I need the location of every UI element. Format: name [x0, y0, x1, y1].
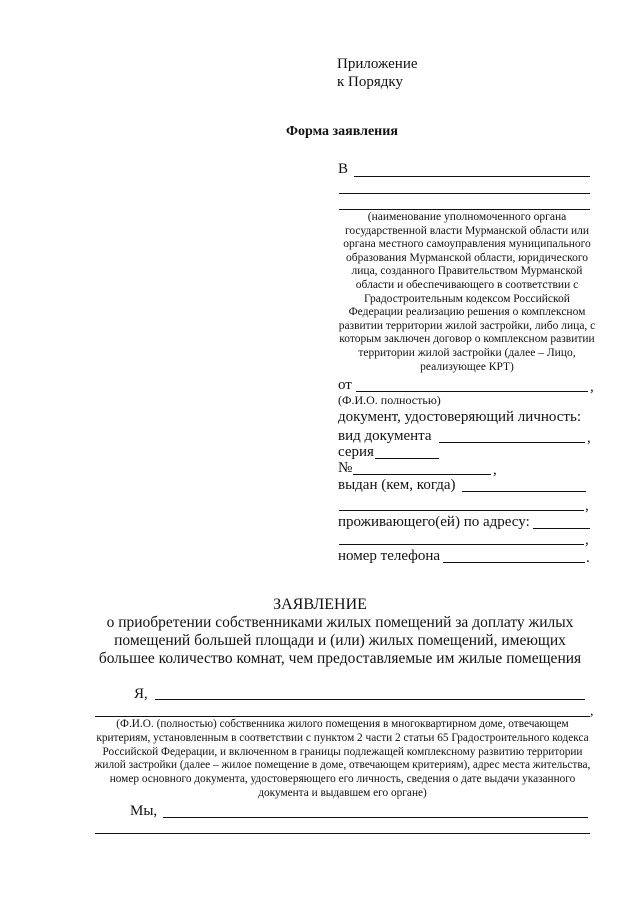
recipient-line-3[interactable] — [339, 209, 590, 210]
phone-line[interactable] — [443, 562, 585, 563]
series-line[interactable] — [375, 458, 439, 459]
series-label: серия — [338, 444, 374, 460]
address-label: проживающего(ей) по адресу: — [338, 514, 530, 530]
from-line[interactable] — [356, 391, 588, 392]
owner-comma: , — [590, 704, 594, 719]
statement-heading: ЗАЯВЛЕНИЕ — [273, 596, 367, 613]
form-title: Форма заявления — [286, 124, 398, 139]
we-label: Мы, — [130, 803, 158, 819]
recipient-line-2[interactable] — [339, 193, 590, 194]
statement-subject: о приобретении собственниками жилых помещений за доплату жилых помещений большей площади и (или) жилых помещений, имеющих большее количество комнат, чем предоставляемые им жилые помещения — [98, 614, 582, 667]
appendix-line-1: Приложение — [337, 56, 418, 72]
phone-period: . — [586, 550, 590, 566]
owner-note: (Ф.И.О. (полностью) собственника жилого помещения в многоквартирном доме, отвечающем критериям, установленным в соответствии с пунктом 2 части 2 статьи 65 Градостроительного кодекса Российской Федерации, и включенном в границы подлежащей комплексному развитию территории жилой застройки (далее – жилое помещение в доме, отвечающем критериям), адрес места жительства, номер основного документа, удостоверяющего его личность, сведения о дате выдачи указанного документа и выдавшем его органе) — [94, 718, 591, 799]
id-doc-label: документ, удостоверяющий личность: — [338, 409, 581, 425]
address-line-2[interactable] — [339, 544, 584, 545]
i-label: Я, — [134, 686, 148, 702]
fio-note: (Ф.И.О. полностью) — [338, 393, 441, 407]
issued-line-1[interactable] — [462, 491, 586, 492]
issued-comma: , — [585, 498, 589, 514]
address-line-1[interactable] — [533, 528, 590, 529]
from-prefix: от — [338, 377, 352, 393]
phone-label: номер телефона — [338, 548, 441, 564]
to-prefix: В — [338, 161, 349, 177]
appendix-line-2: к Порядку — [337, 74, 403, 90]
doc-type-line[interactable] — [439, 442, 585, 443]
number-label: № — [338, 460, 353, 476]
we-line-1[interactable] — [163, 817, 588, 818]
address-comma: , — [585, 532, 589, 548]
owner-line-1[interactable] — [155, 699, 585, 700]
recipient-line-1[interactable] — [354, 176, 590, 177]
number-line[interactable] — [353, 474, 491, 475]
issued-label: выдан (кем, когда) — [338, 477, 456, 493]
doc-type-label: вид документа — [338, 428, 432, 444]
from-comma: , — [590, 379, 594, 395]
issued-line-2[interactable] — [339, 510, 584, 511]
we-line-2[interactable] — [95, 833, 590, 834]
org-note: (наименование уполномоченного органа государственной власти Мурманской области или органа местного самоуправления муниципального образования Мурманской области, юридического лица, созданного Правительством Мурманской области и обеспечивающего в соответствии с Градостроительным кодексом Российской Федерации реализацию решения о комплексном развитии территории жилой застройки, либо лица, с которым заключен договор о комплексном развитии территории жилой застройки (далее – Лицо, реализующее КРТ) — [338, 211, 596, 373]
doc-type-comma: , — [587, 430, 591, 446]
number-comma: , — [493, 462, 497, 478]
owner-line-2[interactable] — [95, 716, 590, 717]
